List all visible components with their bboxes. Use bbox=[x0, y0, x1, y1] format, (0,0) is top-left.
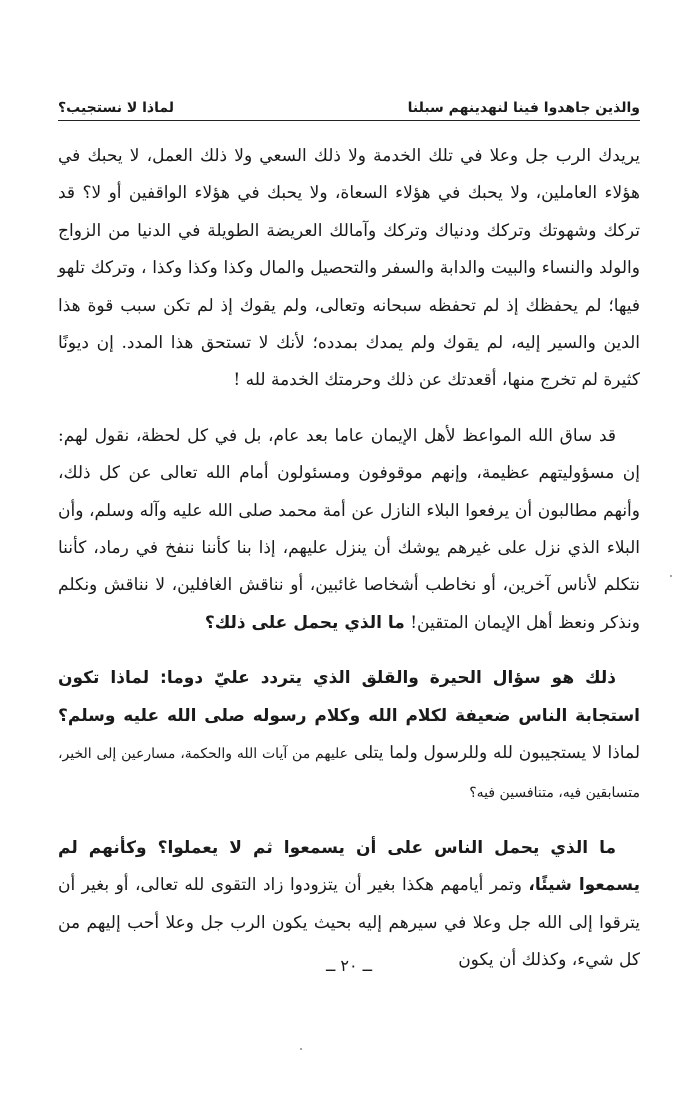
paragraph-2-text: قد ساق الله المواعظ لأهل الإيمان عاما بعد عام، بل في كل لحظة، نقول لهم: إن مسؤوليتهم عظيمة، وإنهم موقوفون ومسئولون أمام الله تعالى عن كل ذلك، وأنهم مطالبون أن يرفعوا البلاء النازل عن أمة محمد صلى الله عليه وآله وسلم، وأن البلاء الذي نزل على غيرهم يوشك أن ينزل عليهم، إذا بنا كأننا ننفخ في رماد، كأننا نتكلم لأناس آخرين، أو نخاطب أشخاصا غائبين، أو نناقش الغافلين، لا نناقش ونكلم ونذكر ونعظ أهل الإيمان المتقين! bbox=[58, 425, 640, 633]
paragraph-2 bbox=[58, 418, 640, 642]
running-header bbox=[58, 90, 640, 116]
paragraph-3-small-text: عليهم من آيات الله والحكمة، مسارعين إلى الخير، متسابقين فيه، متنافسين فيه؟ bbox=[58, 746, 640, 801]
paragraph-3-text: لماذا لا يستجيبون لله وللرسول ولما يتلى bbox=[353, 743, 640, 764]
scan-speck bbox=[300, 1048, 302, 1050]
paragraph-4-question: ما الذي يحمل الناس على أن يسمعوا ثم لا يعملوا؟ وكأنهم لم يسمعوا شيئًا، bbox=[58, 837, 640, 896]
book-title: والذين جاهدوا فينا لنهدينهم سبلنا bbox=[407, 100, 640, 116]
paragraph-1: يريدك الرب جل وعلا في تلك الخدمة ولا ذلك السعي ولا ذلك العمل، لا يحبك في هؤلاء العاملين، ولا يحبك في هؤلاء السعاة، ولا يحبك في هؤلاء الواقفين أو لا؟ قد تركك وشهوتك وتركك ودنياك وتركك وآمالك العريضة الطويلة في الدنيا من الزواج والولد والنساء والبيت والدابة والسفر والتحصيل والمال وكذا وكذا وكذا ، وتركك تلهو فيها؛ لم يحفظك إذ لم تحفظه سبحانه وتعالى، ولم يقوك إذ لم تكن سبب قوة هذا الدين والسير إليه، لم يقوك ولم يمدك بمدده؛ لأنك لا تستحق هذا المدد. إن ديونًا كثيرة لم تخرج منها، أقعدتك عن ذلك وحرمتك الخدمة لله ! bbox=[58, 146, 640, 391]
page-body bbox=[58, 138, 640, 980]
paragraph-4-text: وتمر أيامهم هكذا بغير أن يتزودوا زاد التقوى لله تعالى، أو بغير أن يترقوا إلى الله جل وعلا في سيرهم إليه بحيث يكون الرب جل وعلا أحب إليهم من كل شيء، وكذلك أن يكون bbox=[58, 875, 640, 971]
paragraph-2-question: ما الذي يحمل على ذلك؟ bbox=[204, 612, 405, 633]
paragraph-3-question: ذلك هو سؤال الحيرة والقلق الذي يتردد عليّ دوما: لماذا تكون استجابة الناس ضعيفة لكلام الله وكلام رسوله صلى الله عليه وسلم؟ bbox=[58, 668, 640, 726]
page-number: ــ ٢٠ ــ bbox=[325, 956, 373, 975]
paragraph-3 bbox=[58, 660, 640, 812]
header-rule bbox=[58, 120, 640, 121]
scan-speck bbox=[670, 575, 672, 577]
chapter-title: لماذا لا نستجيب؟ bbox=[58, 100, 175, 116]
